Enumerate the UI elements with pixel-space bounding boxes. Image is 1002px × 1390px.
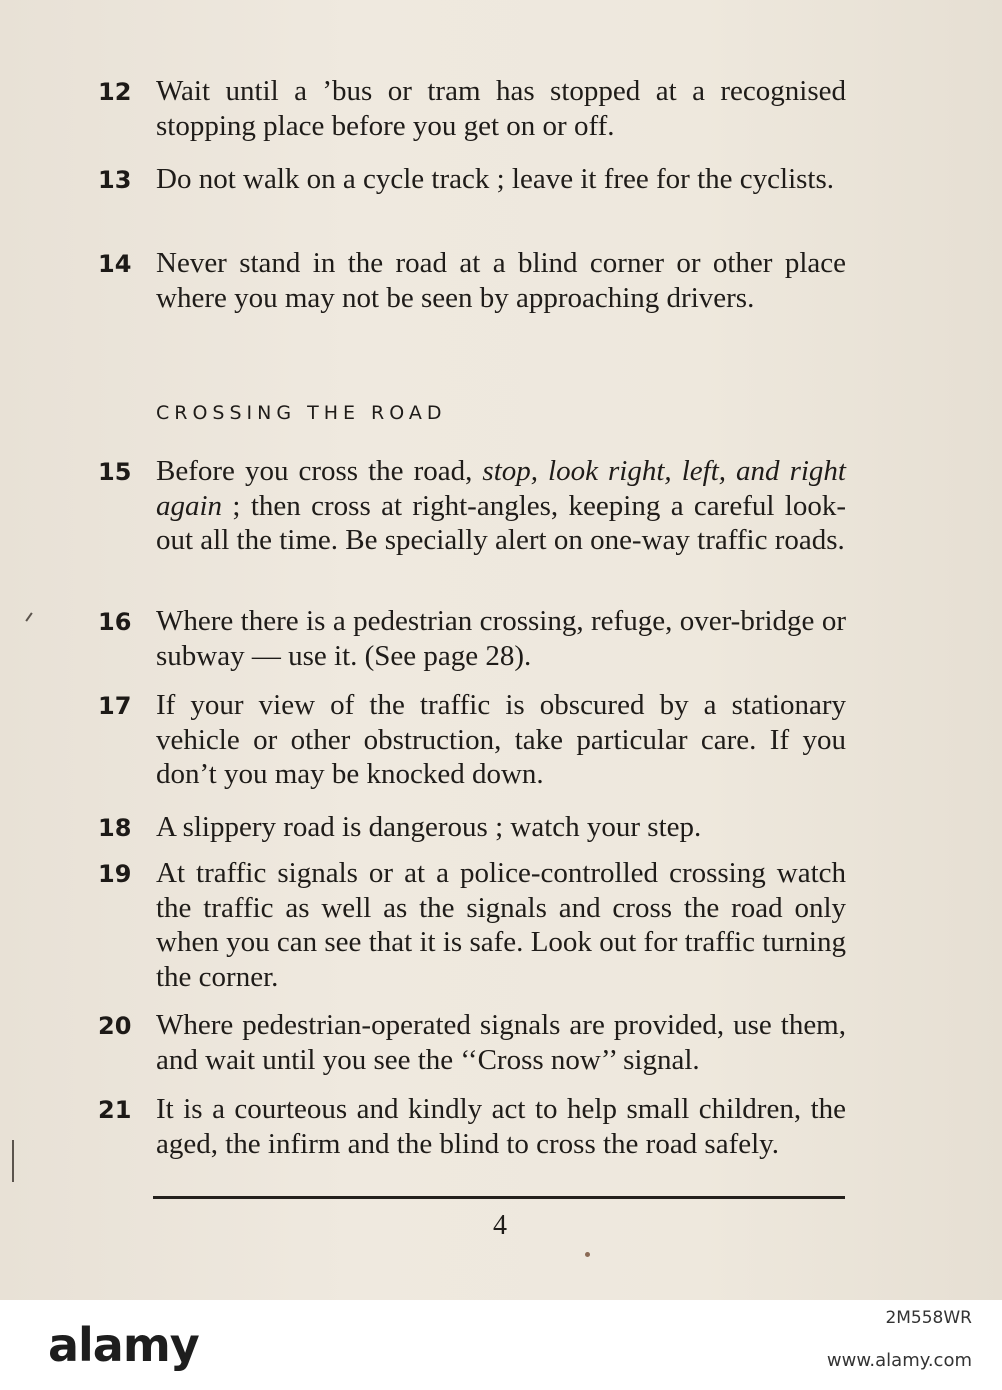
rule-number: 14 [98,250,132,278]
page-number: 4 [493,1210,507,1241]
rule-number: 13 [98,166,132,194]
section-heading: CROSSING THE ROAD [156,402,447,424]
rule-text: Where there is a pedestrian crossing, refuge, over-bridge or subway — use it. (See page 28). [156,605,846,672]
rule-text: Never stand in the road at a blind corner or other place where you may not be seen by approaching drivers. [156,247,846,314]
rule-text: Wait until a ’bus or tram has stopped at a recognised stopping place before you get on or off. [156,75,846,142]
rule-number: 19 [98,860,132,888]
site-url: www.alamy.com [826,1350,972,1371]
stock-credit-bar [0,1300,1002,1390]
footer-rule [153,1196,845,1199]
rule-number: 21 [98,1096,132,1124]
rule-lead: Before you cross the road, [156,455,483,487]
margin-mark [25,612,32,621]
rule-text: Do not walk on a cycle track ; leave it free for the cyclists. [156,163,835,195]
brand-logo: alamy [48,1318,199,1372]
rule-number: 20 [98,1012,132,1040]
image-id: 2M558WR [885,1308,972,1328]
rule-emphasis: stop, look right, left, and right again [156,455,846,522]
rule-number: 12 [98,78,132,106]
rule-tail: ; then cross at right-angles, keeping a careful look-out all the time. Be specially alert on one-way traffic roads. [156,489,846,556]
rule-text: A slippery road is dangerous ; watch your step. [156,811,702,843]
rule-text: If your view of the traffic is obscured by a stationary vehicle or other obstruction, take particular care. If you don’t you may be knocked down. [156,689,846,790]
rule-number: 16 [98,608,132,636]
rule-text: It is a courteous and kindly act to help small children, the aged, the infirm and the blind to cross the road safely. [156,1093,846,1160]
rule-number: 15 [98,458,132,486]
margin-mark [12,1140,14,1182]
rule-text: At traffic signals or at a police-controlled crossing watch the traffic as well as the signals and cross the road only when you can see that it is safe. Look out for traffic turning the corner. [156,857,846,993]
rule-text [156,454,846,558]
paper-speck [585,1252,590,1257]
rule-number: 17 [98,692,132,720]
rule-text: Where pedestrian-operated signals are provided, use them, and wait until you see the ‘‘Cross now’’ signal. [156,1009,846,1076]
rule-number: 18 [98,814,132,842]
